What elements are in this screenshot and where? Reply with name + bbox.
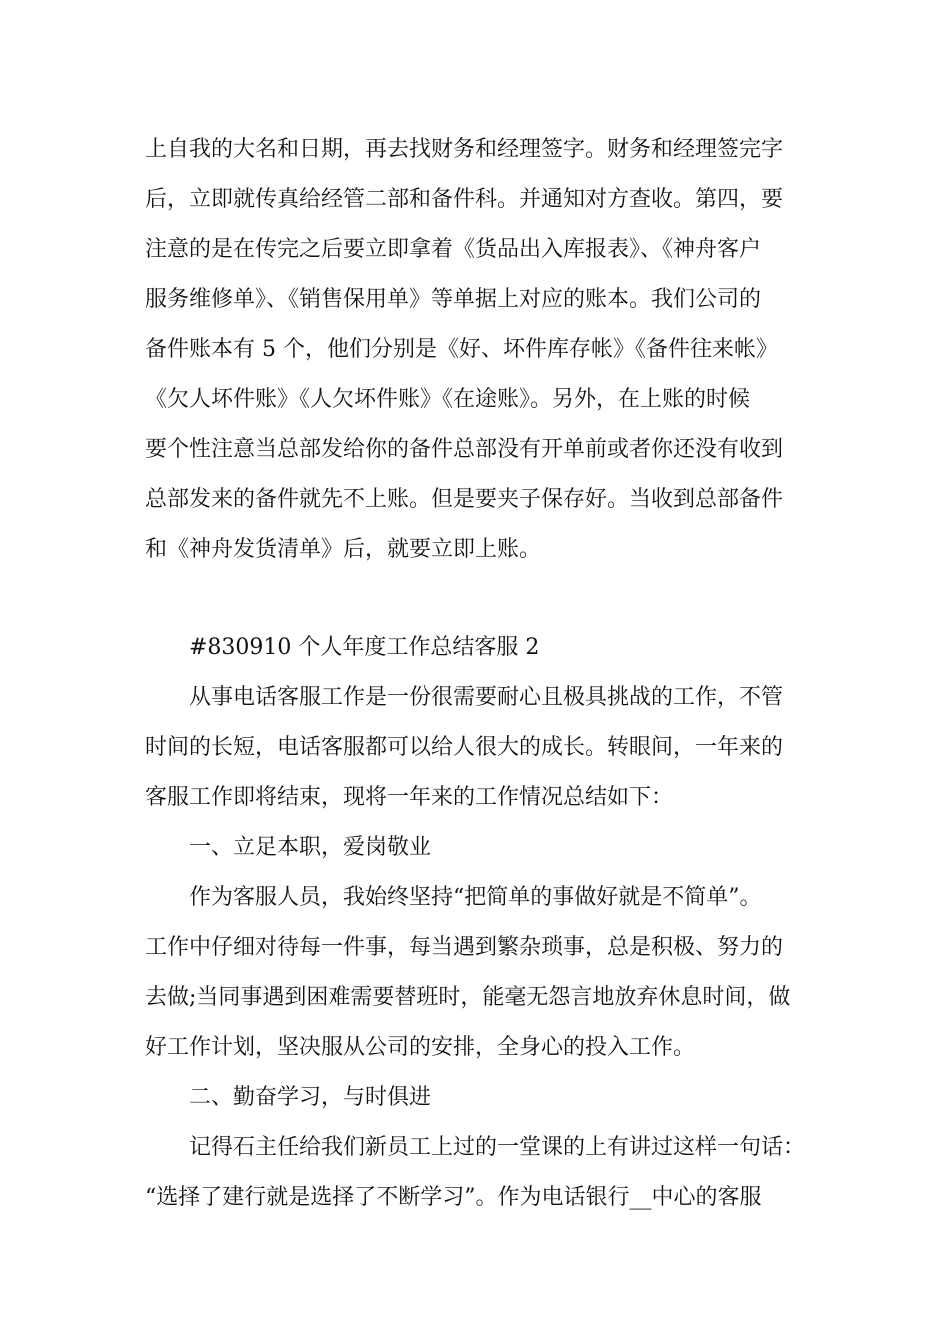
paragraph-first-line: 从事电话客服工作是一份很需要耐心且极具挑战的工作，不管 [189, 685, 784, 710]
body-text-line: 工作中仔细对待每一件事，每当遇到繁杂琐事，总是积极、努力的 [145, 935, 784, 960]
body-text-line: 和《神舟发货清单》后，就要立即上账。 [145, 537, 542, 562]
section-heading: #830910 个人年度工作总结客服 2 [189, 635, 540, 660]
body-text-line: “选择了建行就是选择了不断学习”。作为电话银行__中心的客服 [145, 1185, 762, 1210]
body-text-line: 服务维修单》、《销售保用单》等单据上对应的账本。我们公司的 [145, 287, 762, 312]
body-text-line: 上自我的大名和日期，再去找财务和经理签字。财务和经理签完字 [145, 137, 784, 162]
body-text-line: 客服工作即将结束，现将一年来的工作情况总结如下： [145, 785, 674, 810]
paragraph-first-line: 记得石主任给我们新员工上过的一堂课的上有讲过这样一句话： [189, 1135, 806, 1160]
body-text-line: 总部发来的备件就先不上账。但是要夹子保存好。当收到总部备件 [145, 487, 784, 512]
subheading: 一、立足本职，爱岗敬业 [189, 835, 432, 860]
body-text-line: 后，立即就传真给经管二部和备件科。并通知对方查收。第四，要 [145, 187, 784, 212]
body-text-line: 备件账本有 5 个，他们分别是《好、坏件库存帐》《备件往来帐》 [145, 337, 778, 362]
body-text-line: 《欠人坏件账》《人欠坏件账》《在途账》。另外，在上账的时候 [145, 387, 751, 412]
paragraph-first-line: 作为客服人员，我始终坚持“把简单的事做好就是不简单”。 [189, 885, 762, 910]
subheading: 二、勤奋学习，与时俱进 [189, 1085, 432, 1110]
body-text-line: 注意的是在传完之后要立即拿着《货品出入库报表》、《神舟客户 [145, 237, 762, 262]
body-text-line: 要个性注意当总部发给你的备件总部没有开单前或者你还没有收到 [145, 437, 784, 462]
body-text-line: 好工作计划，坚决服从公司的安排，全身心的投入工作。 [145, 1035, 696, 1060]
body-text-line: 去做;当同事遇到困难需要替班时，能毫无怨言地放弃休息时间，做 [145, 985, 791, 1010]
body-text-line: 时间的长短，电话客服都可以给人很大的成长。转眼间，一年来的 [145, 735, 784, 760]
